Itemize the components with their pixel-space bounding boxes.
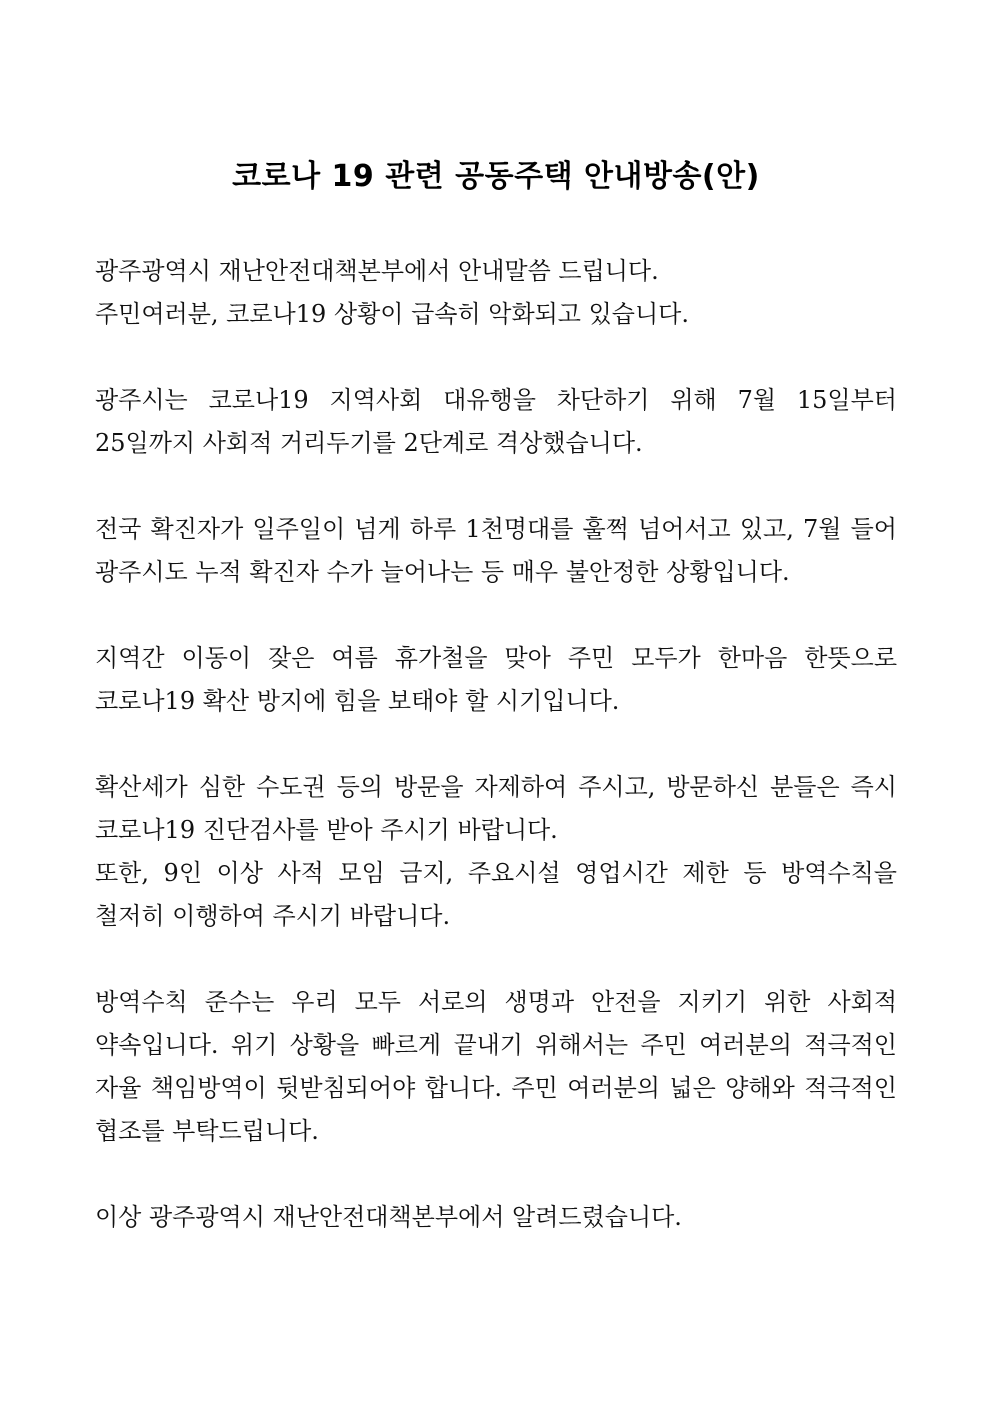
paragraph-quarantine-rules: 또한, 9인 이상 사적 모임 금지, 주요시설 영업시간 제한 등 방역수칙을 철저히 이행하여 주시기 바랍니다. [95,859,897,930]
paragraph-social-promise: 방역수칙 준수는 우리 모두 서로의 생명과 안전을 지키기 위한 사회적 약속입니다. 위기 상황을 빠르게 끝내기 위해서는 주민 여러분의 적극적인 자율 책임방역이 뒷받침되어야 합니다. 주민 여러분의 넓은 양해와 적극적인 협조를 부탁드립니다. [95,988,897,1145]
paragraph-intro-line-1: 광주광역시 재난안전대책본부에서 안내말씀 드립니다. [95,257,659,285]
paragraph-intro-line-2: 주민여러분, 코로나19 상황이 급속히 악화되고 있습니다. [95,300,689,328]
paragraph-intro [95,250,897,336]
document-title: 코로나 19 관련 공동주택 안내방송(안) [232,159,760,194]
paragraph-distancing: 광주시는 코로나19 지역사회 대유행을 차단하기 위해 7월 15일부터 25일까지 사회적 거리두기를 2단계로 격상했습니다. [95,386,897,457]
document-body [95,250,897,1239]
paragraph-situation: 전국 확진자가 일주일이 넘게 하루 1천명대를 훌쩍 넘어서고 있고, 7월 들어 광주시도 누적 확진자 수가 늘어나는 등 매우 불안정한 상황입니다. [95,515,897,586]
paragraph-vacation: 지역간 이동이 잦은 여름 휴가철을 맞아 주민 모두가 한마음 한뜻으로 코로나19 확산 방지에 힘을 보태야 할 시기입니다. [95,644,897,715]
paragraph-closing: 이상 광주광역시 재난안전대책본부에서 알려드렸습니다. [95,1203,682,1231]
paragraph-visit-request: 확산세가 심한 수도권 등의 방문을 자제하여 주시고, 방문하신 분들은 즉시 코로나19 진단검사를 받아 주시기 바랍니다. [95,773,897,844]
